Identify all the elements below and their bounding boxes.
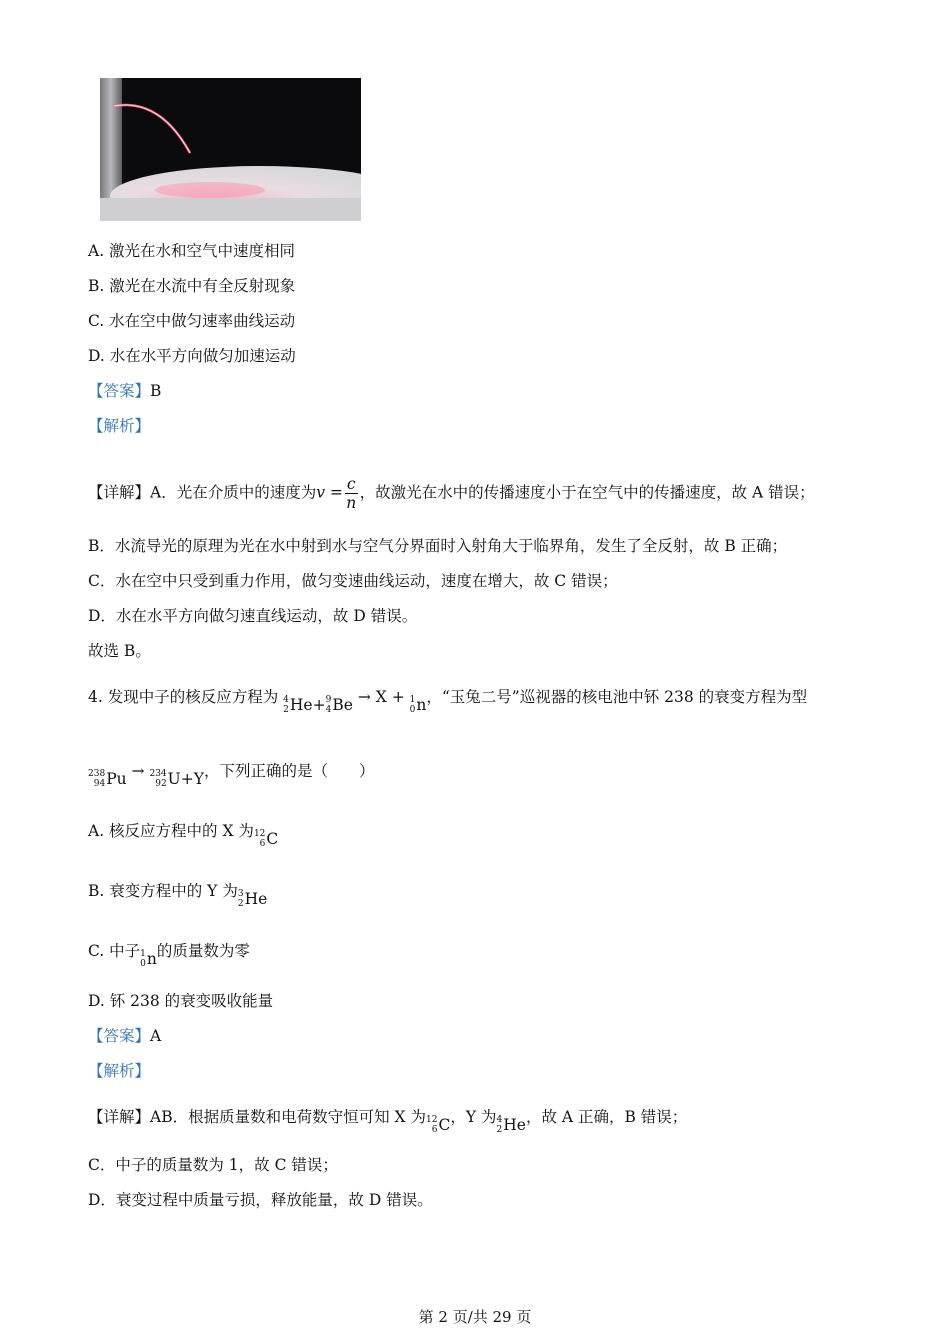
q3-option-b: B. 激光在水流中有全反射现象 [88, 277, 296, 295]
detail-label: 【详解】 [88, 483, 151, 502]
q3-detail-a: 【详解】A．光在介质中的速度为v = $\frac{c}{n}$ ，故激光在水中的传播速度小于在空气中的传播速度，故 A 错误； [88, 475, 815, 512]
q4-answer [88, 1025, 161, 1047]
nuclide-u: 234 92 U+Y [149, 769, 204, 789]
q4-option-c: C. 中子 1 0 n 的质量数为零 [88, 942, 250, 969]
q3-answer [88, 380, 161, 402]
formula-v: v = [316, 483, 343, 502]
q4-stem-line1: 4. 发现中子的核反应方程为 4 2 He+ 9 4 Be → X + 1 0 n ，“玉兔二号”巡视器的核电池中钚 238 的衰变方程为型 [88, 688, 808, 715]
q3-detail-b: B．水流导光的原理为光在水中射到水与空气分界面时入射角大于临界角，发生了全反射，故 B 正确； [88, 537, 788, 555]
q4-option-d: D. 钚 238 的衰变吸收能量 [88, 992, 274, 1010]
q4-stem-line2: 238 94 Pu → 234 92 U+Y ，下列正确的是（ ） [88, 762, 375, 789]
q3-option-c: C. 水在空中做匀速率曲线运动 [88, 312, 296, 330]
nuclide-be: 9 4 Be [325, 695, 353, 715]
q4-option-b: B. 衰变方程中的 Y 为 3 2 He [88, 882, 268, 909]
q4-detail-d: D．衰变过程中质量亏损，释放能量，故 D 错误。 [88, 1191, 433, 1209]
q4-detail-ab: 【详解】AB．根据质量数和电荷数守恒可知 X 为 12 6 C ，Y 为 4 2 He ，故 A 正确，B 错误； [88, 1108, 688, 1135]
nuclide-he: 4 2 He+ [283, 695, 326, 715]
answer-label: 【答案】 [88, 1027, 151, 1045]
q3-detail-c: C．水在空中只受到重力作用，做匀变速曲线运动，速度在增大，故 C 错误； [88, 572, 618, 590]
q3-option-a: A. 激光在水和空气中速度相同 [88, 242, 296, 260]
q4-analysis-label: 【解析】 [88, 1062, 151, 1080]
q3-detail-d: D．水在水平方向做匀速直线运动，故 D 错误。 [88, 607, 418, 625]
nuclide-pu: 238 94 Pu [88, 769, 127, 789]
formula-fraction: $\frac{c}{n}$ [346, 475, 357, 512]
laser-water-illustration [100, 78, 361, 221]
q4-detail-c: C．中子的质量数为 1，故 C 错误； [88, 1156, 338, 1174]
q4-option-a: A. 核反应方程中的 X 为 12 6 C [88, 822, 279, 849]
q3-option-d: D. 水在水平方向做匀加速运动 [88, 347, 296, 365]
answer-value: A [150, 1027, 162, 1045]
q3-analysis-label: 【解析】 [88, 417, 151, 435]
answer-value: B [150, 382, 162, 400]
arrow: → [357, 688, 371, 706]
page-footer: 第 2 页/共 29 页 [418, 1308, 532, 1326]
nuclide-n: 1 0 n [409, 695, 427, 715]
answer-label: 【答案】 [88, 382, 151, 400]
laser-water-photo [100, 78, 361, 221]
q3-conclusion: 故选 B。 [88, 642, 151, 660]
